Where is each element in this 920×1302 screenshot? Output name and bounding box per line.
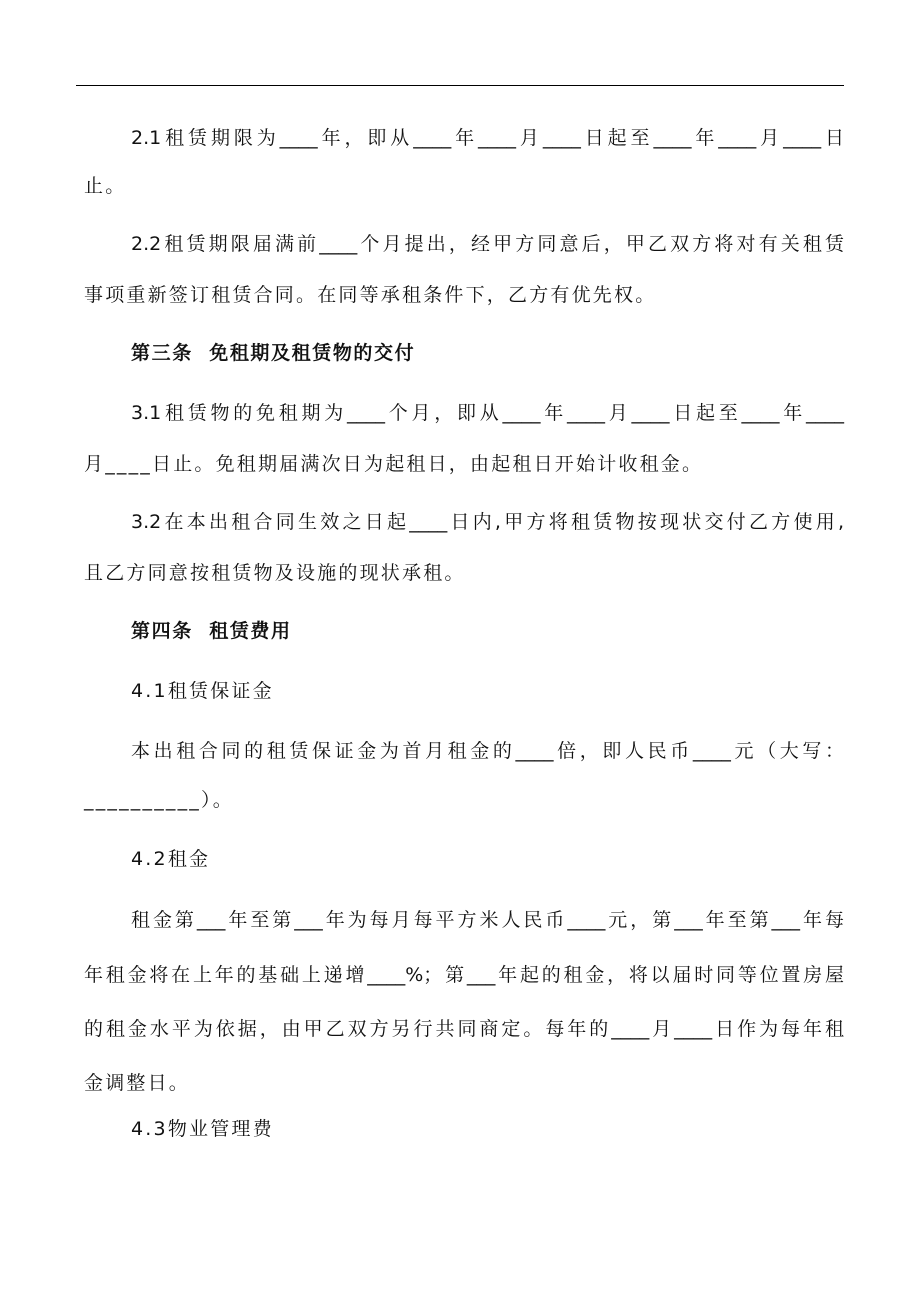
clause-4-2-body-line-1: 租金第___年至第___年为每月每平方米人民币____元，第___年至第___年每 xyxy=(131,909,844,931)
clause-3-1-line-2: 月____日止。免租期届满次日为起租日，由起租日开始计收租金。 xyxy=(84,453,704,475)
clause-4-1-title: 4.1租赁保证金 xyxy=(131,680,274,702)
clause-2-2-line-2: 事项重新签订租赁合同。在同等承租条件下，乙方有优先权。 xyxy=(84,284,657,306)
header-rule xyxy=(76,85,844,86)
clause-4-2-body-line-2: 年租金将在上年的基础上递增____%；第___年起的租金，将以届时同等位置房屋 xyxy=(84,964,844,986)
clause-4-1-body-line-2: __________）。 xyxy=(84,789,234,811)
clause-3-2-line-1: 3.2在本出租合同生效之日起____日内,甲方将租赁物按现状交付乙方使用, xyxy=(131,511,844,533)
clause-4-3-title: 4.3物业管理费 xyxy=(131,1118,274,1140)
clause-4-2-body-line-4: 金调整日。 xyxy=(84,1072,191,1094)
clause-2-2-line-1: 2.2租赁期限届满前____个月提出，经甲方同意后，甲乙双方将对有关租赁 xyxy=(131,233,844,255)
clause-4-1-body-line-1: 本出租合同的租赁保证金为首月租金的____倍，即人民币____元（大写： xyxy=(131,740,844,762)
clause-4-2-title: 4.2租金 xyxy=(131,848,211,870)
clause-4-2-body-line-3: 的租金水平为依据，由甲乙双方另行共同商定。每年的____月____日作为每年租 xyxy=(84,1018,844,1040)
article-4-heading: 第四条 租赁费用 xyxy=(131,620,292,642)
article-3-heading: 第三条 免租期及租赁物的交付 xyxy=(131,342,416,364)
clause-3-1-line-1: 3.1租赁物的免租期为____个月，即从____年____月____日起至____年____ xyxy=(131,402,844,424)
clause-2-1-line-2: 止。 xyxy=(84,175,127,197)
clause-3-2-line-2: 且乙方同意按租赁物及设施的现状承租。 xyxy=(84,562,466,584)
clause-2-1-line-1: 2.1租赁期限为____年，即从____年____月____日起至____年____月____日 xyxy=(131,127,844,149)
